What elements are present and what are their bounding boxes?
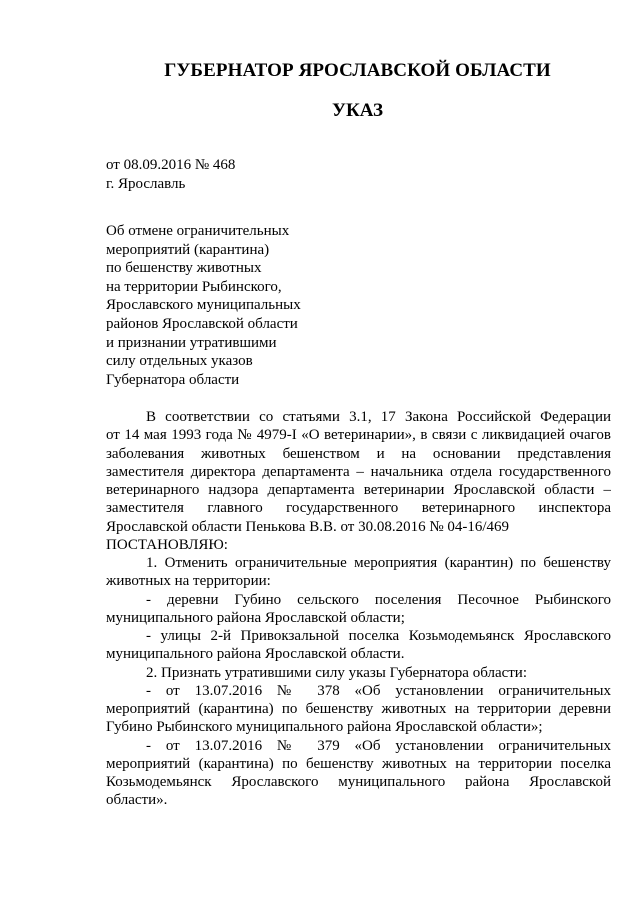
subject-line: на территории Рыбинского, <box>106 278 282 295</box>
body-line: В соответствии со статьями 3.1, 17 Закона Российской Федерации <box>146 409 611 425</box>
subject-line: и признании утратившими <box>106 334 277 351</box>
document-meta <box>106 156 235 194</box>
body-line: - деревни Губино сельского поселения Песочное Рыбинского <box>146 591 611 608</box>
body-line: Губино Рыбинского муниципального района Ярославской области»; <box>106 719 543 736</box>
subject-line: силу отдельных указов <box>106 353 253 370</box>
body-line: Козьмодемьянск Ярославского муниципального района Ярославской <box>106 774 611 790</box>
body-line: ветеринарного надзора департамента ветеринарии Ярославской области – <box>106 482 611 498</box>
body-line: 2. Признать утратившими силу указы Губернатора области: <box>146 664 528 681</box>
body-line: области». <box>106 792 168 809</box>
body-line: 1. Отменить ограничительные мероприятия (карантин) по бешенству <box>146 555 611 571</box>
decree-word: ПОСТАНОВЛЯЮ: <box>106 536 228 553</box>
body-line: заболевания животных бешенством и на основании представления <box>106 445 611 462</box>
body-line: - улицы 2-й Привокзальной поселка Козьмодемьянск Ярославского <box>146 628 611 644</box>
subject-line: по бешенству животных <box>106 260 262 277</box>
body-line: - от 13.07.2016 № 379 «Об установлении ограничительных <box>146 737 611 754</box>
document-subject <box>106 222 301 389</box>
body-line: мероприятий (карантина) по бешенству животных на территории деревни <box>106 701 611 717</box>
document-issuer-title: ГУБЕРНАТОР ЯРОСЛАВСКОЙ ОБЛАСТИ <box>164 60 551 81</box>
subject-line: Об отмене ограничительных <box>106 223 290 239</box>
subject-line: Ярославского муниципальных <box>106 297 301 314</box>
body-line: муниципального района Ярославской области. <box>106 646 405 663</box>
body-line: заместителя директора департамента – начальника отдела государственного <box>106 463 611 480</box>
body-line: заместителя главного государственного ветеринарного инспектора <box>106 500 611 517</box>
document-date-number: от 08.09.2016 № 468 <box>106 157 236 173</box>
body-line: от 14 мая 1993 года № 4979-I «О ветеринарии», в связи с ликвидацией очагов <box>106 427 611 444</box>
document-body <box>106 408 611 810</box>
subject-line: мероприятий (карантина) <box>106 241 270 258</box>
subject-line: Губернатора области <box>106 371 240 388</box>
body-line: муниципального района Ярославской области; <box>106 609 405 626</box>
body-line: животных на территории: <box>106 573 271 590</box>
document-type-title: УКАЗ <box>332 100 383 121</box>
subject-line: районов Ярославской области <box>106 315 298 332</box>
body-line: Ярославской области Пенькова В.В. от 30.08.2016 № 04-16/469 <box>106 518 510 535</box>
document-city: г. Ярославль <box>106 176 186 192</box>
body-line: - от 13.07.2016 № 378 «Об установлении ограничительных <box>146 682 611 699</box>
body-line: мероприятий (карантина) по бешенству животных на территории поселка <box>106 755 611 772</box>
